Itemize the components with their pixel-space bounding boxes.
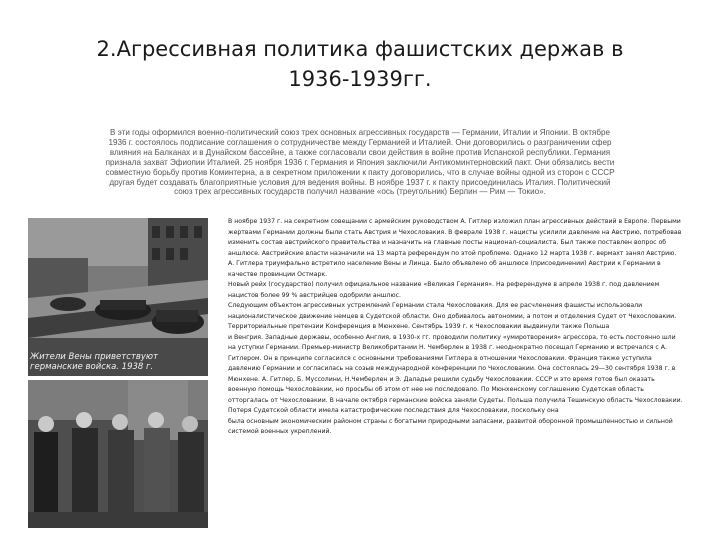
photo-vienna-crowd — [28, 218, 208, 376]
main-text — [228, 217, 684, 438]
body-paragraph-2: Новый рейх (государство) получил официальное название «Великая Германия». На референдуме в апреле 1938 г. под давлением нацистов более 99 % австрийцев одобрили аншлюс. — [228, 281, 660, 299]
body-paragraph-4: и Венгрия. Западные державы, особенно Англия, в 1930-х гг. проводили политику «умиротворения» агрессора, то есть постоянно шли на уступки Германии. Премьер-министр Великобритании Н. Чемберлен в 1938 г. неоднократно посещал Германию и встречался с А. Гитлером. Он в принципе согласился с основными требованиями Гитлера в отношении Чехословакии. Франция также уступила давлению Германии и согласилась на созыв международной конференции по Чехословакии. Она состоялась 29—30 сентября 1938 г. в Мюнхене. А. Гитлер, Б. Муссолини, Н.Чемберлен и Э. Даладье решили судьбу Чехословакии. СССР и это время готов был оказать военную помощь Чехословакии, но просьбы об этом от нее не последовало. По Мюнхенскому соглашению Судетская область отторгалась от Чехословакии. В начале октября германские войска заняли Судеты. Польша получила Тешинскую область Чехословакии. Потеря Судетской области имела катастрофические последствия для Чехословакии, поскольку она — [228, 333, 683, 414]
group-portrait-image — [28, 380, 208, 528]
body-paragraph-5: была основным экономическим районом страны с богатыми природными запасами, развитой оборонной промышленностью и сильной системой военных укреплений. — [228, 417, 673, 435]
body-paragraph-3: Следующим объектом агрессивных устремлений Германии стала Чехословакия. Для ее расчленения фашисты использовали националистическое движение немцев в Судетской области. Оно добивалось автономии, а потом и отделения Судет от Чехословакии. Территориальные претензии Конференция в Мюнхене. Сентябрь 1939 г. к Чехословакии выдвинули также Польша — [228, 302, 677, 330]
body-paragraph-1: В ноябре 1937 г. на секретном совещании с армейским руководством А. Гитлер изложил план агрессивных действий в Европе. Первыми жертвами Германии должны были стать Австрия и Чехословакия. В феврале 1938 г. нацисты усилили давление на Австрию, потребовав изменить состав австрийского правительства и назначить на главные посты национал-социалиста. Был также поставлен вопрос об аншлюсе. Австрийские власти назначили на 13 марта референдум по этой проблеме. Однако 12 марта 1938 г. вермахт занял Австрию. А. Гитлера триумфально встретило население Вены и Линца. Было объявлено об аншлюсе (присоединении) Австрии к Германии в качестве провинции Остмарк. — [228, 218, 682, 278]
photo-caption: Жители Вены приветствуют германские войска. 1938 г. — [30, 352, 158, 372]
slide-title: 2.Агрессивная политика фашистских держав в 1936-1939гг. — [96, 37, 624, 91]
intro-paragraph: В эти годы оформился военно-политический союз трех основных агрессивных государств — Германии, Италии и Японии. В октябре 1936 г. состоялось подписание соглашения о сотрудничестве между Германией и Италией. Они договорились о разграничении сфер влияния на Балканах и в Дунайском бассейне, а также согласовали свои действия в войне против Испанской республики. Германия признала захват Эфиопии Италией. 25 ноября 1936 г. Германия и Япония заключили Антикоминтерновский пакт. Они обязались вести совместную борьбу против Коминтерна, а в секретном приложении к пакту договорились, что в случае войны одной из сторон с СССР другая будет создавать благоприятные условия для ведения войны. В ноябре 1937 г. к пакту присоединилась Италия. Политический союз трех агрессивных государств получил название «ось (треугольник) Берлин — Рим — Токио». — [105, 128, 615, 197]
photo-munich-conference — [28, 380, 208, 528]
